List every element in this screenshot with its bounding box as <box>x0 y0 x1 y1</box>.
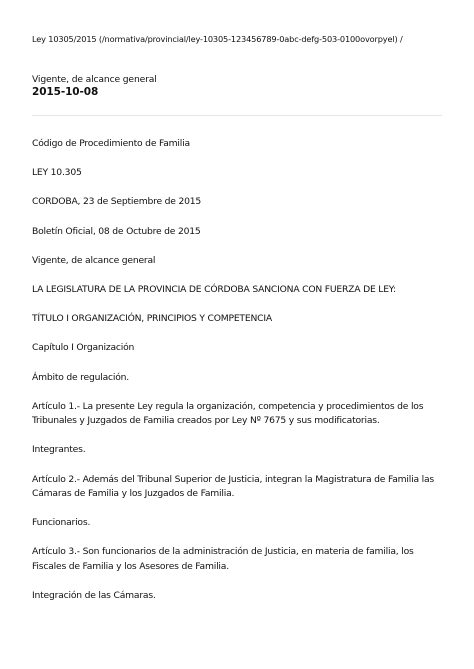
section-heading: Integración de las Cámaras. <box>32 590 156 602</box>
document-body <box>32 137 447 618</box>
official-bulletin: Boletín Oficial, 08 de Octubre de 2015 <box>32 225 201 237</box>
title-heading: TÍTULO I ORGANIZACIÓN, PRINCIPIOS Y COMPETENCIA <box>32 313 272 325</box>
law-number: LEY 10.305 <box>32 167 82 179</box>
law-status: Vigente, de alcance general <box>32 74 157 85</box>
section-heading: Integrantes. <box>32 444 86 456</box>
article-1: Artículo 1.- La presente Ley regula la organización, competencia y procedimientos de los Tribunales y Juzgados de Familia creados por Ley Nº 7675 y sus modificatorias. <box>32 400 424 427</box>
chapter-heading: Capítulo I Organización <box>32 342 135 354</box>
article-2: Artículo 2.- Además del Tribunal Superior de Justicia, integran la Magistratura de Familia las Cámaras de Familia y los Juzgados de Familia. <box>32 473 434 500</box>
enactment-formula: LA LEGISLATURA DE LA PROVINCIA DE CÓRDOBA SANCIONA CON FUERZA DE LEY: <box>32 283 396 295</box>
section-heading: Ámbito de regulación. <box>32 371 130 383</box>
header-divider <box>32 115 442 116</box>
section-heading: Funcionarios. <box>32 517 91 529</box>
law-place-date: CORDOBA, 23 de Septiembre de 2015 <box>32 196 202 208</box>
law-status-text: Vigente, de alcance general <box>32 254 156 266</box>
article-3: Artículo 3.- Son funcionarios de la administración de Justicia, en materia de familia, los Fiscales de Familia y los Asesores de Familia. <box>32 546 414 572</box>
law-title: Código de Procedimiento de Familia <box>32 138 190 149</box>
breadcrumb-link[interactable]: Ley 10305/2015 (/normativa/provincial/ley-10305-123456789-0abc-defg-503-0100ovorpyel) / <box>32 34 403 44</box>
law-date: 2015-10-08 <box>32 86 99 98</box>
